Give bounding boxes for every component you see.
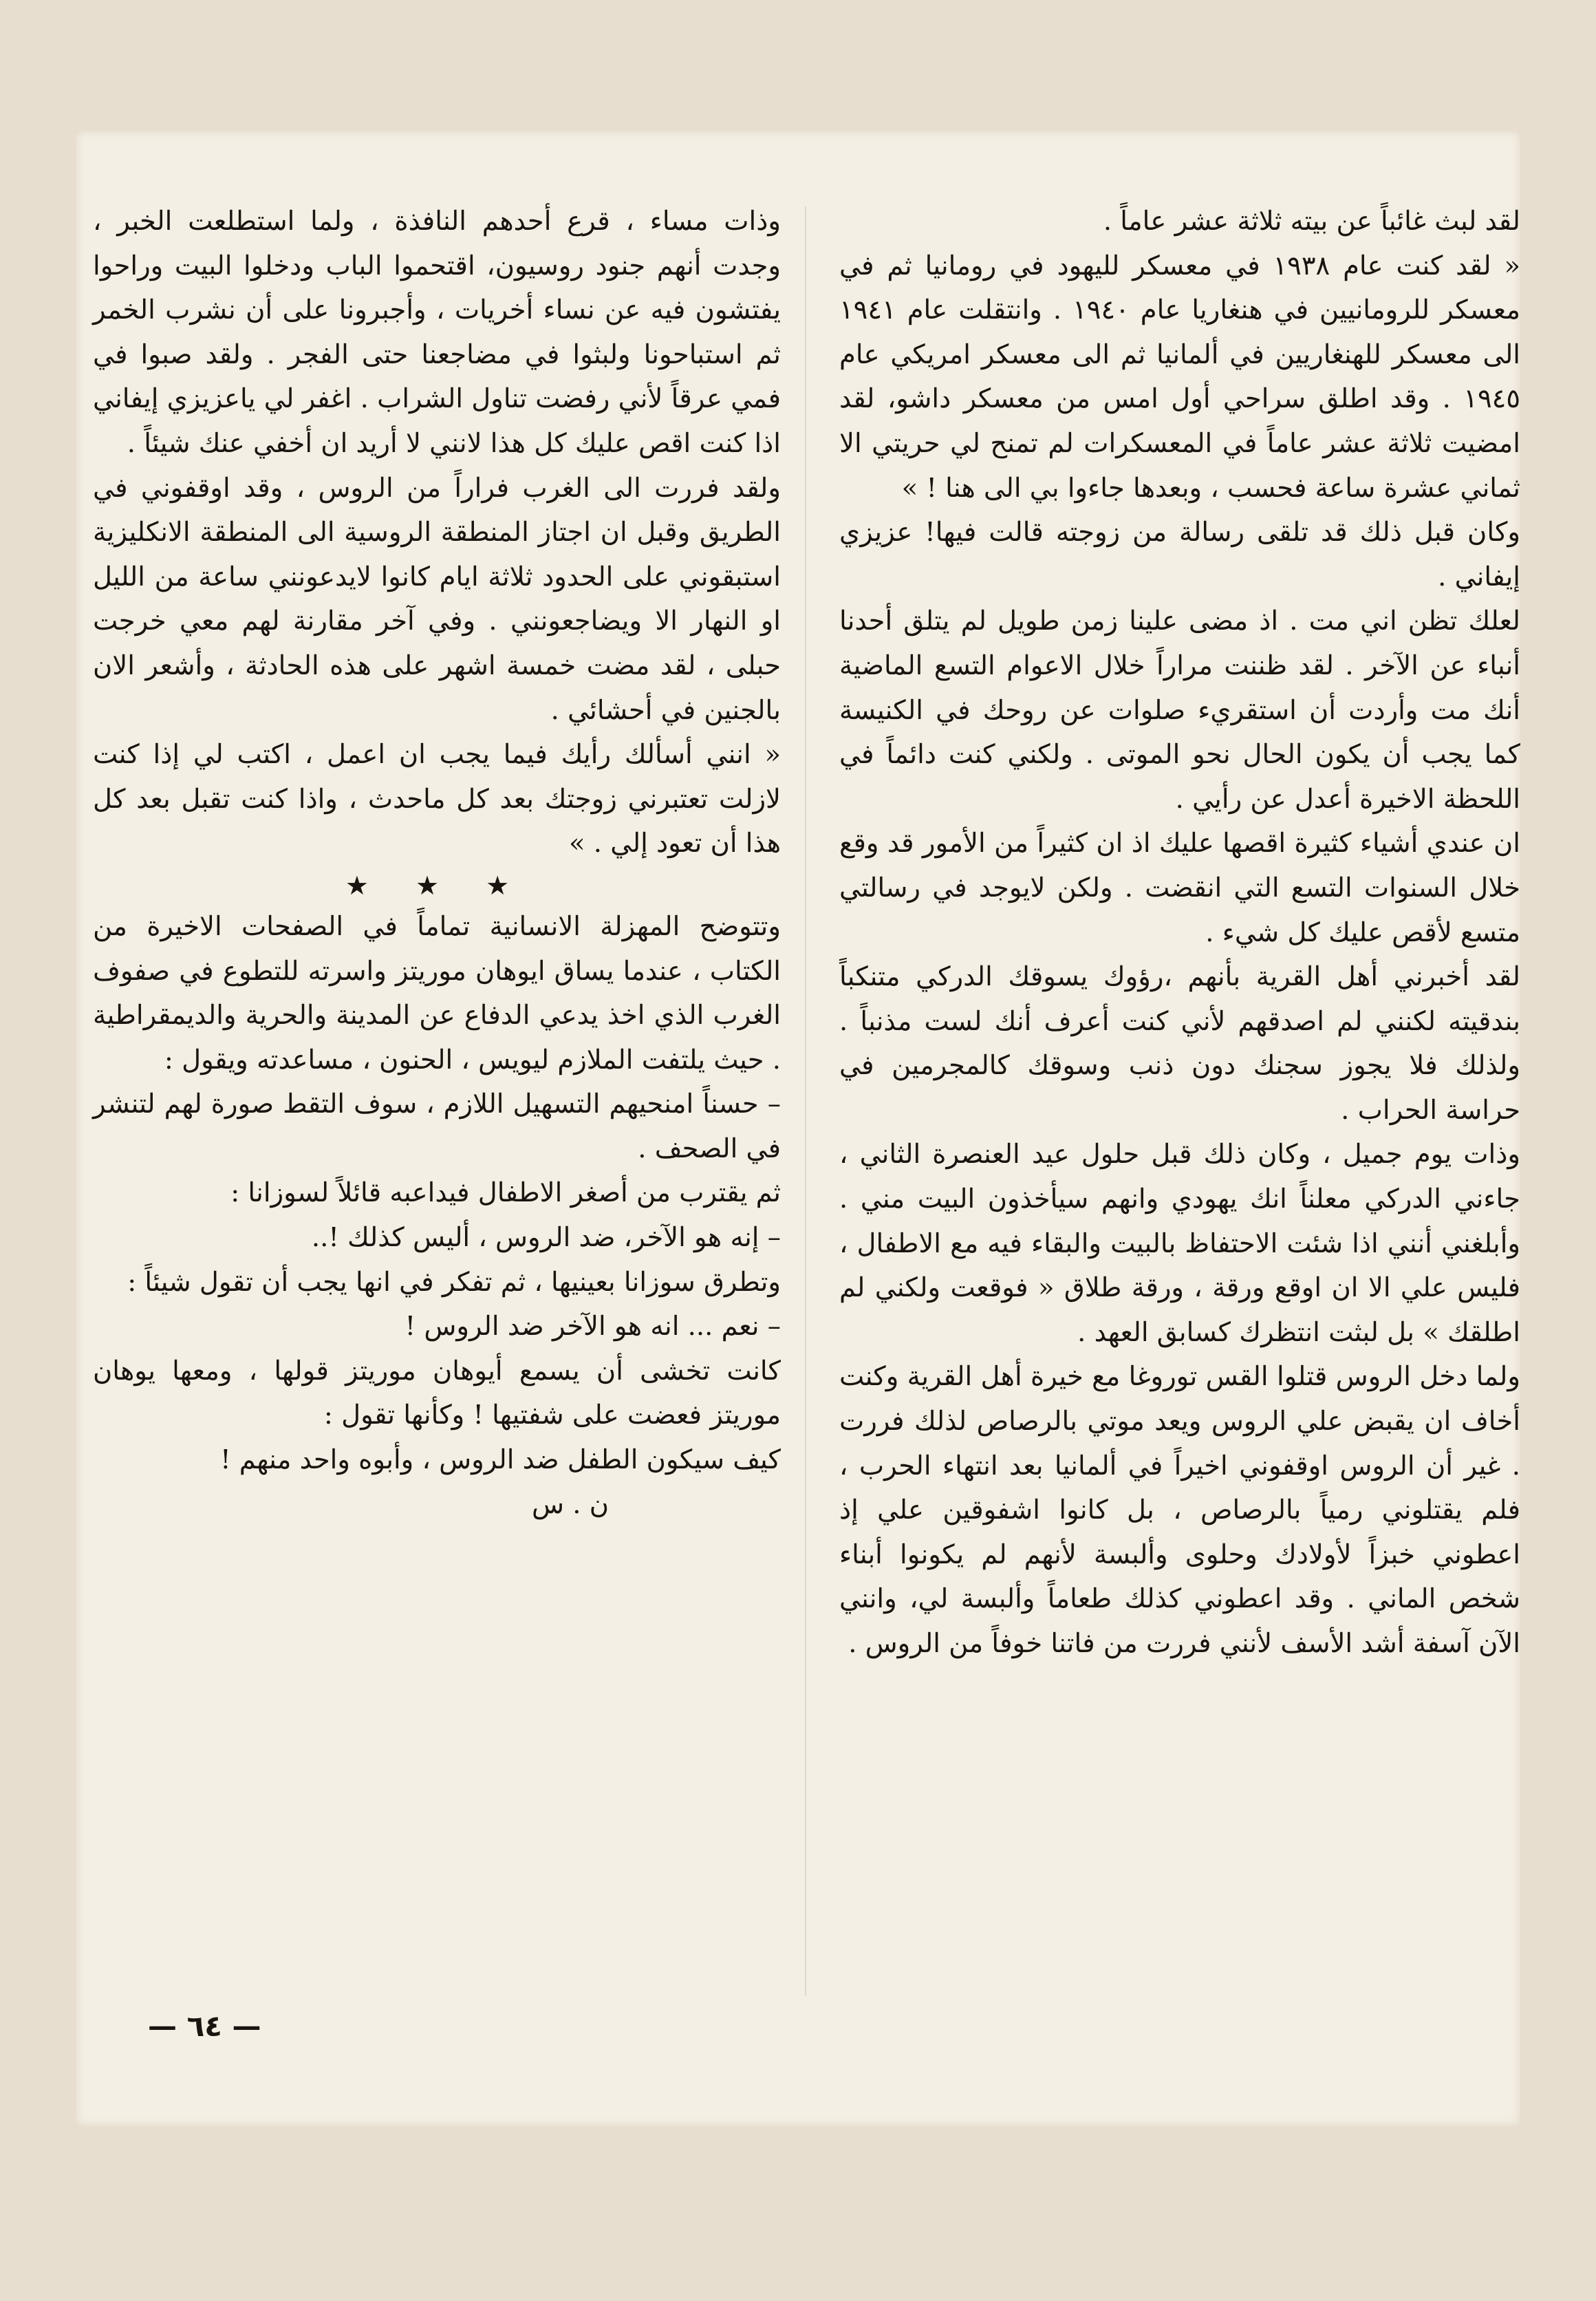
dialogue-line-against-russians: – إنه هو الآخر، ضد الروس ، أليس كذلك !..: [311, 1222, 781, 1254]
column-divider: [805, 206, 806, 1995]
paragraph-letter-many-things: ان عندي أشياء كثيرة اقصها عليك اذ ان كثيراً من الأمور قد وقع خلال السنوات التسع التي انقضت . ولكن لايوجد في رسالتي متسع لأقص عليك كل شيء .: [839, 828, 1520, 948]
dialogue-line-photo: – حسناً امنحيهم التسهيل اللازم ، سوف التقط صورة لهم لتنشر في الصحف .: [93, 1089, 781, 1164]
paragraph-final-line: كيف سيكون الطفل ضد الروس ، وأبوه واحد منهم !: [220, 1444, 781, 1476]
paragraph-camps-quote: « لقد كنت عام ١٩٣٨ في معسكر لليهود في رومانيا ثم في معسكر للرومانيين في هنغاريا عام ١٩٤٠ . وانتقلت عام ١٩٤١ الى معسكر للهنغاريين في ألمانيا ثم الى معسكر امريكي عام ١٩٤٥ . وقد اطلق سراحي أول امس من معسكر داشو، لقد امضيت ثلاثة عشر عاماً في المعسكرات لم تمنح لي حريتي الا ثماني عشرة ساعة فحسب ، وبعدها جاءوا بي الى هنا ! »: [839, 250, 1520, 504]
dialogue-line-yes: – نعم ... انه هو الآخر ضد الروس !: [405, 1311, 781, 1342]
paragraph-letter-divorce: وذات يوم جميل ، وكان ذلك قبل حلول عيد العنصرة الثاني ، جاءني الدركي معلناً انك يهودي وانهم سيأخذون البيت مني . وأبلغني أنني اذا شئت الاحتفاظ بالبيت والبقاء فيه مع الاطفال ، فليس علي الا ان اوقع ورقة ، ورقة طلاق « فوقعت ولكني لم اطلقك » بل لبثت انتظرك كسابق العهد .: [839, 1139, 1520, 1348]
section-separator-stars: ★ ★ ★: [345, 870, 529, 901]
paragraph-letter-thought-dead: لعلك تظن اني مت . اذ مضى علينا زمن طويل لم يتلق أحدنا أنباء عن الآخر . لقد ظننت مراراً خلال الاعوام التسع الماضية أنك مت وأردت أن استقريء صلوات عن روحك في الكنيسة كما يجب أن يكون الحال نحو الموتى . ولكني كنت دائماً في اللحظة الاخيرة أعدل عن رأيي .: [839, 606, 1520, 815]
paragraph-letter-russians: ولما دخل الروس قتلوا القس توروغا مع خيرة أهل القرية وكنت أخاف ان يقبض علي الروس ويعد موتي بالرصاص لذلك فررت . غير أن الروس اوقفوني اخيراً في ألمانيا بعد انتهاء الحرب ، فلم يقتلوني رمياً بالرصاص ، بل كانوا اشفوقين علي إذ اعطوني خبزاً لأولادك وحلوى وألبسة لأنهم لم يكونوا أبناء شخص الماني . وقد اعطوني كذلك طعاماً وألبسة لي، وانني الآن آسفة أشد الأسف لأنني فررت من فاتنا خوفاً من الروس .: [839, 1361, 1520, 1659]
page-number: — ٦٤ —: [148, 2009, 261, 2043]
paragraph-soldiers-night: وذات مساء ، قرع أحدهم النافذة ، ولما استطلعت الخبر ، وجدت أنهم جنود روسيون، اقتحموا الباب ودخلوا البيت وراحوا يفتشون فيه عن نساء أخريات ، وأجبرونا على أن نشرب الخمر ثم استباحونا ولبثوا في مضاجعنا حتى الفجر . ولقد صبوا في فمي عرقاً لأني رفضت تناول الشراب . اغفر لي ياعزيزي إيفاني اذا كنت اقص عليك كل هذا لانني لا أريد ان أخفي عنك شيئاً .: [93, 206, 781, 459]
paragraph-bit-lips: كانت تخشى أن يسمع أيوهان موريتز قولها ، ومعها يوهان موريتز فعضت على شفتيها ! وكأنها تقول :: [93, 1355, 781, 1431]
paragraph-letter-intro: وكان قبل ذلك قد تلقى رسالة من زوجته قالت فيها! عزيزي إيفاني .: [839, 517, 1520, 592]
paragraph-approach-child: ثم يقترب من أصغر الاطفال فيداعبه قائلاً لسوزانا :: [230, 1177, 781, 1209]
left-column: [93, 200, 781, 1527]
paragraph-asking-advice: « انني أسألك رأيك فيما يجب ان اعمل ، اكتب لي إذا كنت لازلت تعتبرني زوجتك بعد كل ماحدث ، واذا كنت تقبل بعد كل هذا أن تعود إلي . »: [93, 739, 781, 859]
author-signature: ن . س: [532, 1488, 609, 1520]
right-column: [839, 200, 1520, 1667]
paragraph-absence: لقد لبث غائباً عن بيته ثلاثة عشر عاماً .: [1103, 206, 1520, 237]
paragraph-susanna-thinks: وتطرق سوزانا بعينيها ، ثم تفكر في انها يجب أن تقول شيئاً :: [127, 1266, 781, 1298]
paragraph-human-farce: وتتوضح المهزلة الانسانية تماماً في الصفحات الاخيرة من الكتاب ، عندما يساق ايوهان موريتز واسرته للتطوع في صفوف الغرب الذي اخذ يدعي الدفاع عن المدينة والحرية والديمقراطية . حيث يلتفت الملازم ليويس ، الحنون ، مساعدته ويقول :: [93, 910, 781, 1075]
paragraph-letter-villagers: لقد أخبرني أهل القرية بأنهم ،رؤوك يسوقك الدركي متنكباً بندقيته لكنني لم اصدقهم لأني كنت أعرف أنك لست مذنباً . ولذلك فلا يجوز سجنك دون ذنب وسوقك كالمجرمين في حراسة الحراب .: [839, 961, 1520, 1126]
paragraph-fled-west: ولقد فررت الى الغرب فراراً من الروس ، وقد اوقفوني في الطريق وقبل ان اجتاز المنطقة الروسية الى المنطقة الانكليزية استبقوني على الحدود ثلاثة ايام كانوا لايدعونني ساعة من الليل او النهار الا ويضاجعونني . وفي آخر مقارنة لهم معي خرجت حبلى ، لقد مضت خمسة اشهر على هذه الحادثة ، وأشعر الان بالجنين في أحشائي .: [93, 472, 781, 726]
